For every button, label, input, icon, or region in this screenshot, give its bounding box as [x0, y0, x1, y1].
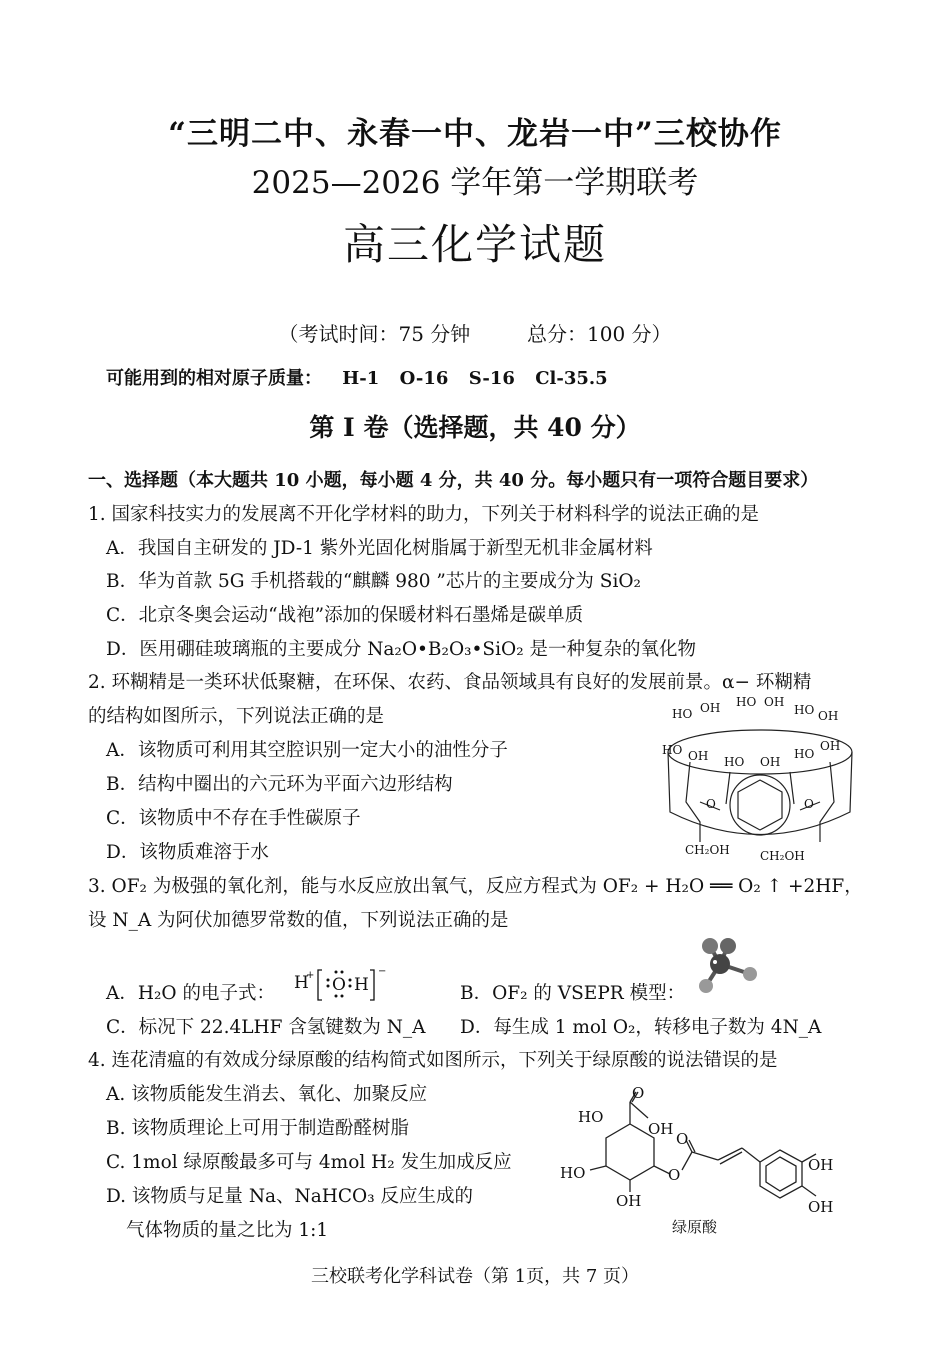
- section-title: 一、选择题（本大题共 10 小题，每小题 4 分，共 40 分。每小题只有一项符合题目要求）: [88, 470, 819, 491]
- q1-stem: 1. 国家科技实力的发展离不开化学材料的助力，下列关于材料科学的说法正确的是: [88, 504, 760, 525]
- vsepr-model-figure: [690, 934, 762, 998]
- q2-option-c: C．该物质中不存在手性碳原子: [106, 808, 361, 829]
- q3-option-d: D．每生成 1 mol O₂，转移电子数为 4N_A: [460, 1017, 822, 1038]
- atomic-mass-item: H-1: [342, 368, 380, 389]
- q2-option-a: A．该物质可利用其空腔识别一定大小的油性分子: [106, 740, 508, 761]
- q4-stem: 4. 连花清瘟的有效成分绿原酸的结构简式如图所示，下列关于绿原酸的说法错误的是: [88, 1050, 778, 1071]
- cga-label-o: O: [676, 1130, 689, 1148]
- atomic-mass-item: Cl-35.5: [535, 368, 608, 389]
- part-title: 第 I 卷（选择题，共 40 分）: [309, 413, 641, 442]
- exam-title: 高三化学试题: [342, 220, 607, 269]
- cd-label-oh: OH: [688, 749, 709, 763]
- q3-option-b: B．OF₂ 的 VSEPR 模型：: [460, 983, 686, 1004]
- cd-label-ho: HO: [794, 747, 815, 761]
- water-electron-formula: [292, 964, 392, 1006]
- h-atom-label: H: [354, 975, 369, 995]
- cga-label-o: O: [668, 1166, 681, 1184]
- q1-option-a: A．我国自主研发的 JD-1 紫外光固化树脂属于新型无机非金属材料: [106, 538, 653, 559]
- cd-label-o: O: [706, 797, 716, 811]
- q2-stem-line2: 的结构如图所示，下列说法正确的是: [88, 706, 385, 727]
- cga-label-oh: OH: [808, 1156, 834, 1174]
- cd-label-oh: OH: [820, 739, 841, 753]
- cd-label-ho: HO: [794, 703, 815, 717]
- cd-label-oh: OH: [818, 709, 839, 723]
- q3-stem-line1: 3. OF₂ 为极强的氧化剂，能与水反应放出氧气，反应方程式为 OF₂ + H₂O ══ O₂ ↑ +2HF，: [88, 876, 863, 897]
- page-footer: 三校联考化学科试卷（第 1页，共 7 页）: [310, 1266, 640, 1287]
- cga-label-o: O: [632, 1084, 645, 1102]
- cga-label-ho: HO: [578, 1108, 604, 1126]
- exam-total-score: 总分：100 分）: [527, 322, 672, 346]
- cga-label-oh: OH: [808, 1198, 834, 1216]
- cd-label-ho: HO: [724, 755, 745, 769]
- cd-label-ch2oh: CH₂OH: [685, 843, 730, 857]
- cd-label-o: O: [804, 797, 814, 811]
- cd-label-oh: OH: [764, 695, 785, 709]
- atomic-masses: [106, 364, 622, 390]
- atomic-mass-item: O-16: [399, 368, 449, 389]
- q4-option-a: A. 该物质能发生消去、氧化、加聚反应: [106, 1084, 428, 1105]
- cd-label-oh: OH: [700, 701, 721, 715]
- chlorogenic-acid-structure-figure: [556, 1084, 846, 1234]
- atomic-masses-label: 可能用到的相对原子质量：: [106, 368, 322, 389]
- q1-option-b: B．华为首款 5G 手机搭载的“麒麟 980 ”芯片的主要成分为 SiO₂: [106, 571, 641, 592]
- cga-label-ho: HO: [560, 1164, 586, 1182]
- exam-header-line1: “三明二中、永春一中、龙岩一中”三校协作: [168, 116, 782, 152]
- q1-option-c: C．北京冬奥会运动“战袍”添加的保暖材料石墨烯是碳单质: [106, 605, 584, 626]
- cd-label-ch2oh: CH₂OH: [760, 849, 805, 863]
- o-atom-label: O: [332, 975, 346, 995]
- q2-option-d: D．该物质难溶于水: [106, 842, 269, 863]
- chlorogenic-acid-caption: 绿原酸: [672, 1218, 718, 1236]
- exam-info: [0, 318, 950, 347]
- q2-option-b: B．结构中圈出的六元环为平面六边形结构: [106, 774, 453, 795]
- atomic-mass-item: S-16: [468, 368, 515, 389]
- svg-text:−: −: [378, 966, 387, 977]
- cga-label-oh: OH: [648, 1120, 674, 1138]
- q4-option-b: B. 该物质理论上可用于制造酚醛树脂: [106, 1118, 409, 1139]
- q3-stem-line2: 设 N_A 为阿伏加德罗常数的值，下列说法正确的是: [88, 910, 509, 931]
- h-atom-label: H: [294, 973, 309, 993]
- cd-label-ho: HO: [662, 743, 683, 757]
- svg-text:+: +: [306, 970, 315, 981]
- q4-option-c: C. 1mol 绿原酸最多可与 4mol H₂ 发生加成反应: [106, 1152, 512, 1173]
- q3-option-a: A．H₂O 的电子式：: [106, 983, 275, 1004]
- q1-option-d: D．医用硼硅玻璃瓶的主要成分 Na₂O•B₂O₃•SiO₂ 是一种复杂的氧化物: [106, 639, 696, 660]
- q4-option-d-line2: 气体物质的量之比为 1:1: [126, 1220, 329, 1241]
- q3-option-c: C．标况下 22.4LHF 含氢键数为 N_A: [106, 1017, 426, 1038]
- cd-label-ho: HO: [672, 707, 693, 721]
- cga-label-oh: OH: [616, 1192, 642, 1210]
- exam-time: （考试时间：75 分钟: [278, 322, 471, 346]
- cd-label-oh: OH: [760, 755, 781, 769]
- cyclodextrin-structure-figure: [660, 692, 860, 867]
- q2-stem-line1: 2. 环糊精是一类环状低聚糖，在环保、农药、食品领域具有良好的发展前景。α− 环糊精: [88, 672, 812, 693]
- exam-header-line2: 2025—2026 学年第一学期联考: [251, 165, 699, 201]
- q4-option-d-line1: D. 该物质与足量 Na、NaHCO₃ 反应生成的: [106, 1186, 474, 1207]
- cd-label-ho: HO: [736, 695, 757, 709]
